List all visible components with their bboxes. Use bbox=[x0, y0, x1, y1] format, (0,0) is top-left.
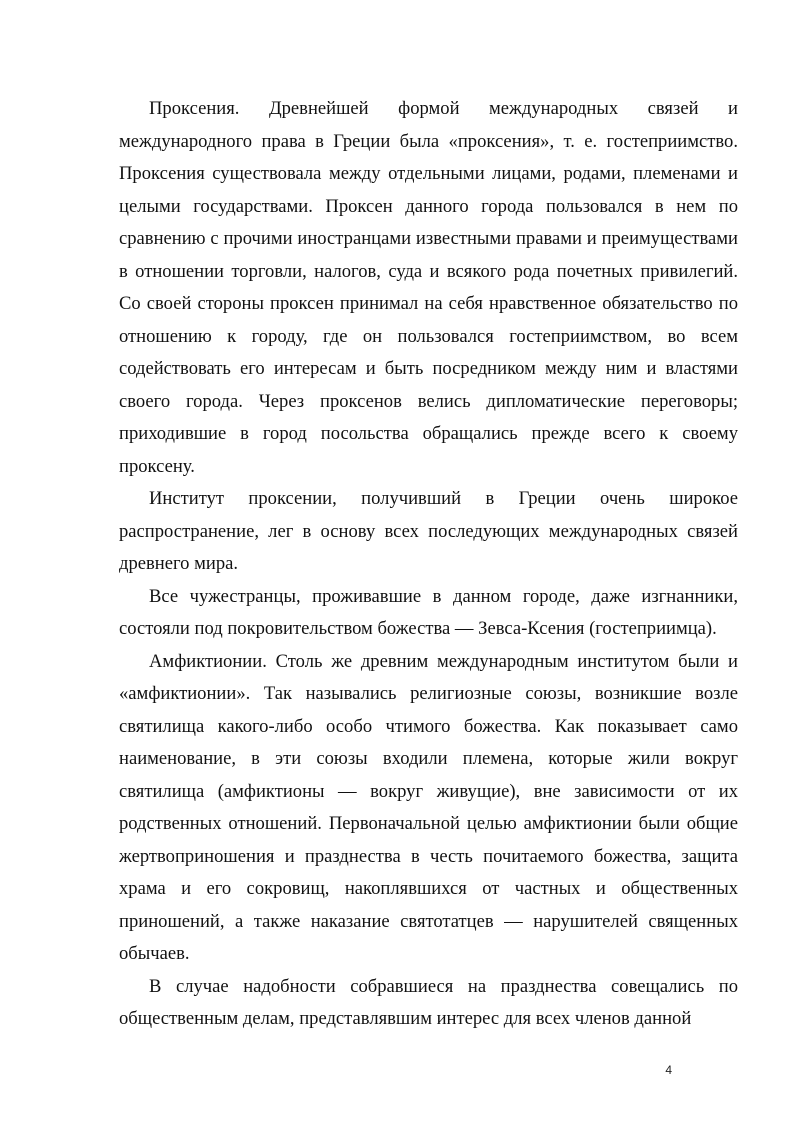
page-number: 4 bbox=[665, 1063, 672, 1077]
paragraph-foreigners: Все чужестранцы, проживавшие в данном городе, даже изгнанники, состояли под покровительством божества — Зевса-Ксения (гостеприимца). bbox=[119, 585, 738, 639]
paragraph-assemblies: В случае надобности собравшиеся на празднества совещались по общественным делам, представлявшим интерес для всех членов данной bbox=[119, 975, 738, 1029]
paragraph-institute: Институт проксении, получивший в Греции очень широкое распространение, лег в основу всех последующих международных связей древнего мира. bbox=[119, 488, 738, 574]
paragraph-proxenia: Проксения. Древнейшей формой международных связей и международного права в Греции была «проксения», т. е. гостеприимство. Проксения существовала между отдельными лицами, родами, племенами и целыми государствами. Проксен данного города пользовался в нем по сравнению с прочими иностранцами известными правами и преимуществами в отношении торговли, налогов, суда и всякого рода почетных привилегий. Со своей стороны проксен принимал на себя нравственное обязательство по отношению к городу, где он пользовался гостеприимством, во всем содействовать его интересам и быть посредником между ним и властями своего города. Через проксенов велись дипломатические переговоры; приходившие в город посольства обращались прежде всего к своему проксену. bbox=[119, 98, 738, 477]
document-body bbox=[119, 93, 738, 1036]
paragraph-amphictyonies: Амфиктионии. Столь же древним международным институтом были и «амфиктионии». Так назывались религиозные союзы, возникшие возле святилища какого-либо особо чтимого божества. Как показывает само наименование, в эти союзы входили племена, которые жили вокруг святилища (амфиктионы — вокруг живущие), вне зависимости от их родственных отношений. Первоначальной целью амфиктионии были общие жертвоприношения и празднества в честь почитаемого божества, защита храма и его сокровищ, накоплявшихся от частных и общественных приношений, а также наказание святотатцев — нарушителей священных обычаев. bbox=[119, 650, 738, 964]
